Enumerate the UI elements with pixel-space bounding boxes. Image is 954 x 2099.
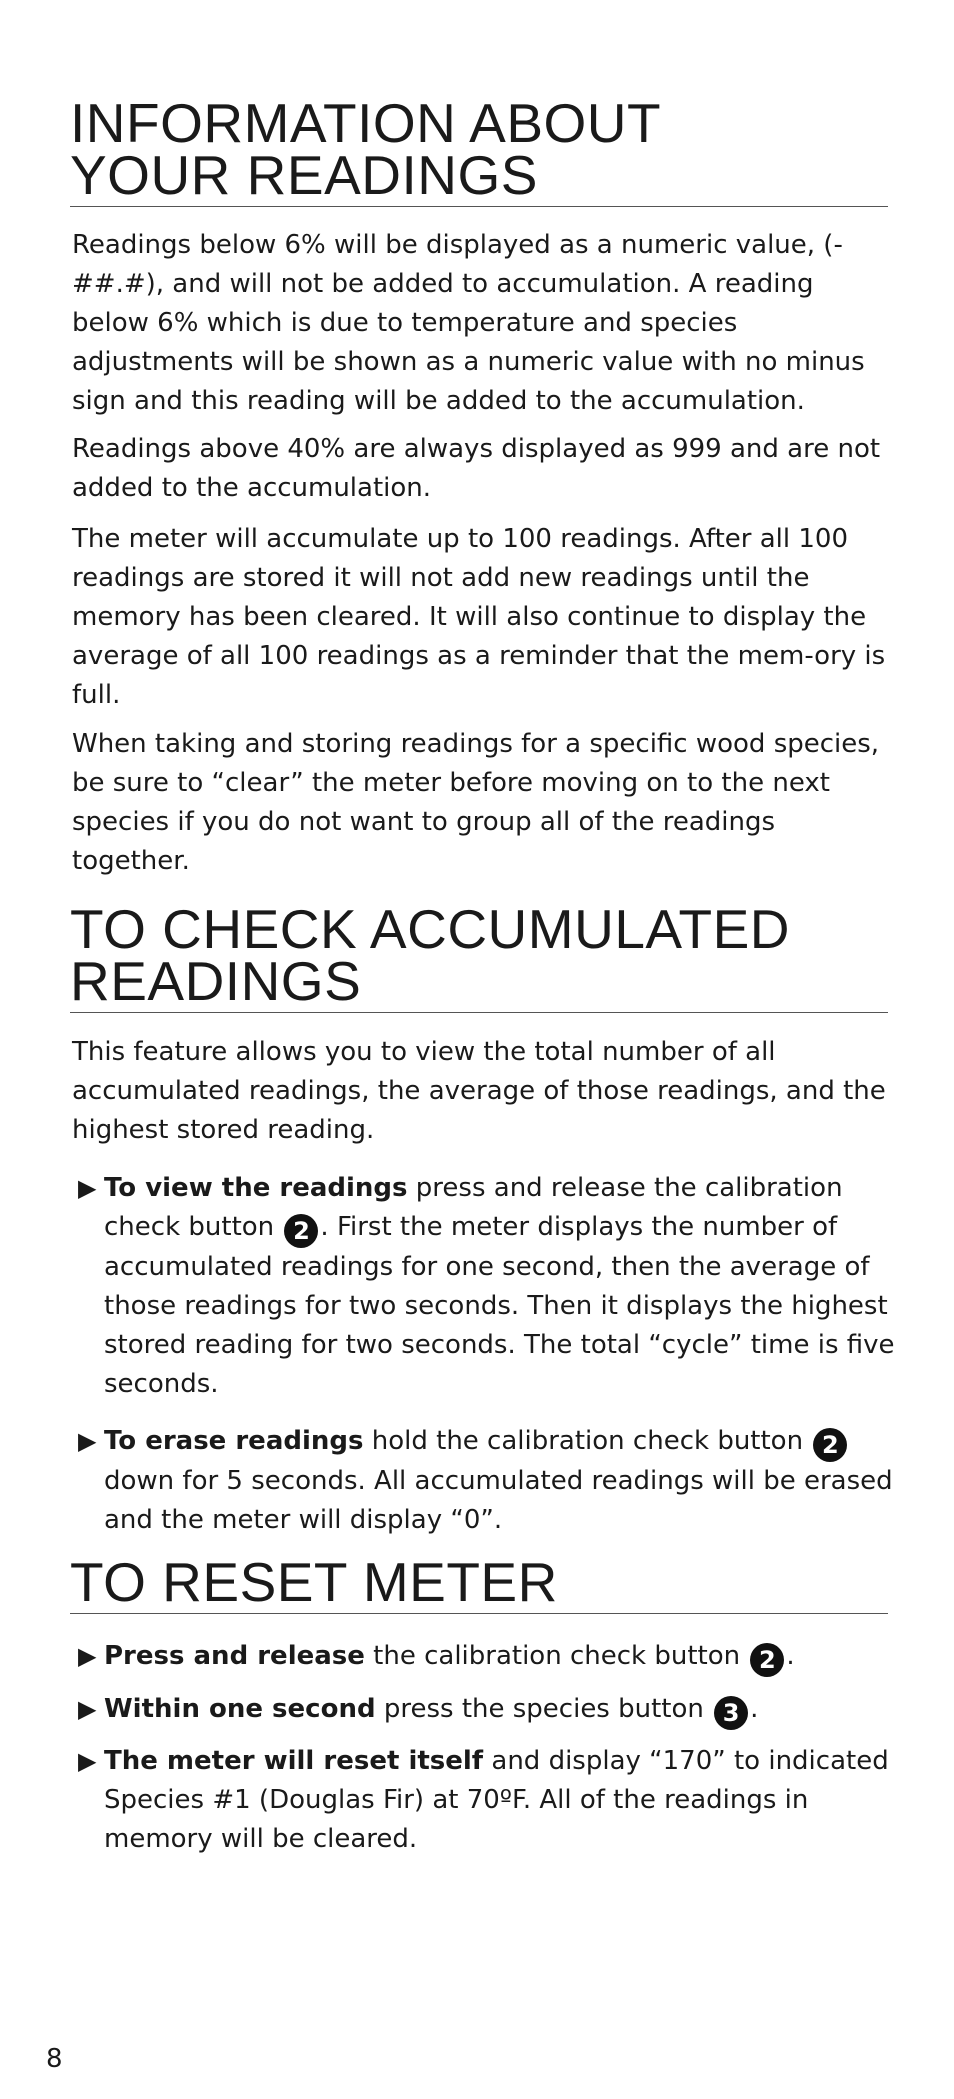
page-number: 8: [46, 2044, 63, 2074]
bullet-meter-reset: ▶ The meter will reset itself and display “170” to indicated Species #1 (Douglas Fir) at 70ºF. All of the readings in memory will be cleared.: [78, 1742, 916, 1859]
arrow-bullet-icon: ▶: [78, 1642, 97, 1670]
bullet-within-one-second: ▶ Within one second press the species button 3 .: [78, 1690, 916, 1730]
bullet-erase-readings: ▶ To erase readings hold the calibration check button 2 down for 5 seconds. All accumulated readings will be erased and the meter will display “0”.: [78, 1422, 916, 1540]
paragraph-clear-meter: When taking and storing readings for a specific wood species, be sure to “clear” the meter before moving on to the next species if you do not want to group all of the readings together.: [72, 729, 880, 876]
heading-information-about-readings: INFORMATION ABOUT YOUR READINGS: [70, 97, 888, 207]
paragraph-below-6-percent: Readings below 6% will be displayed as a numeric value, (-##.#), and will not be added to accumulation. A reading below 6% which is due to temperature and species adjustments will be shown as a numeric value with no minus sign and this reading will be added to the accumulation.: [72, 230, 865, 416]
paragraph-feature-intro: This feature allows you to view the total number of all accumulated readings, the average of those readings, and the highest stored reading.: [72, 1037, 886, 1145]
heading-reset-meter: TO RESET METER: [70, 1556, 888, 1614]
heading-check-accumulated-readings: TO CHECK ACCUMULATED READINGS: [70, 903, 888, 1013]
bullet-press-release: ▶ Press and release the calibration check button 2 .: [78, 1637, 916, 1677]
button-2-badge-icon: 2: [750, 1643, 784, 1677]
button-3-badge-icon: 3: [714, 1696, 748, 1730]
button-2-badge-icon: 2: [284, 1214, 318, 1248]
arrow-bullet-icon: ▶: [78, 1427, 97, 1455]
paragraph-above-40-percent: Readings above 40% are always displayed as 999 and are not added to the accumulation.: [72, 434, 881, 503]
arrow-bullet-icon: ▶: [78, 1695, 97, 1723]
button-2-badge-icon: 2: [813, 1428, 847, 1462]
paragraph-accumulate-100: The meter will accumulate up to 100 readings. After all 100 readings are stored it will not add new readings until the memory has been cleared. It will also continue to display the average of all 100 readings as a reminder that the mem-ory is full.: [72, 524, 886, 710]
bullet-view-readings: ▶ To view the readings press and release the calibration check button 2 . First the meter displays the number of accumulated readings for one second, then the average of those readings for two seconds. Then it displays the highest stored reading for two seconds. The total “cycle” time is five seconds.: [78, 1169, 916, 1404]
arrow-bullet-icon: ▶: [78, 1747, 97, 1775]
arrow-bullet-icon: ▶: [78, 1174, 97, 1202]
